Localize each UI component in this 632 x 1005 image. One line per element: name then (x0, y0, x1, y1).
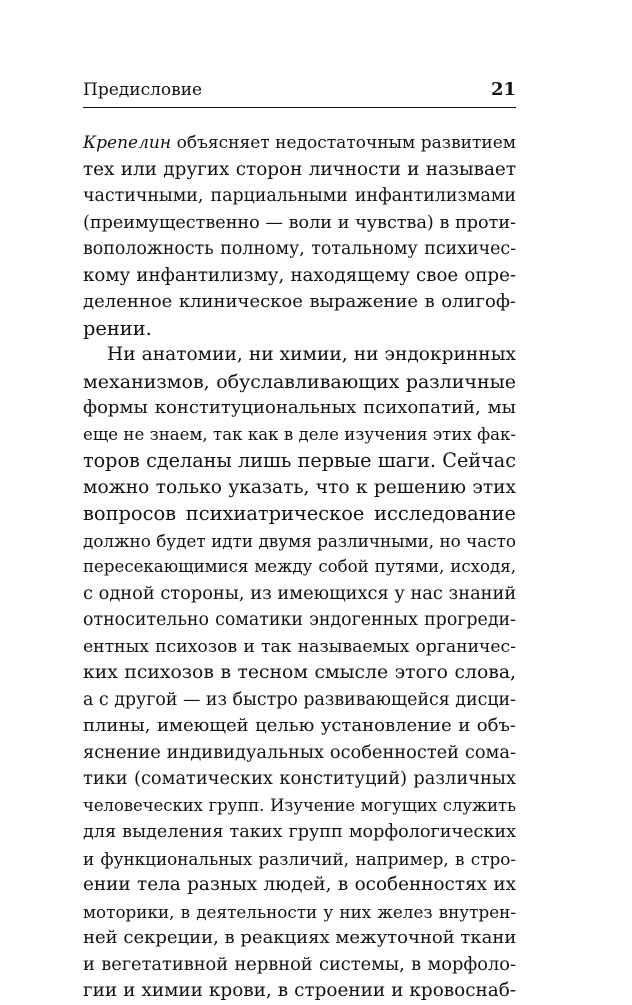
body-text (83, 130, 516, 1005)
text-line: частичными, парциальными инфантилизмами (83, 186, 516, 206)
text-line: яснение индивидуальных особенностей сома- (83, 741, 516, 763)
text-line: а с другой — из быстро развивающейся дисци- (83, 689, 516, 710)
page-number: 21 (490, 79, 516, 100)
text-line: ентных психозов и так называемых органичес- (83, 636, 516, 657)
text-line: относительно соматики эндогенных прогреди- (83, 610, 516, 630)
text-line: и функциональных различий, например, в стро- (83, 848, 516, 869)
text-line: тики (соматических конституций) различных (83, 768, 516, 789)
text-line: человеческих групп. Изучение могущих служить (83, 795, 516, 815)
text-line: воположность полному, тотальному психичес- (83, 239, 516, 259)
running-header (83, 80, 516, 108)
text-line: кому инфантилизму, находящему свое опре- (83, 264, 516, 286)
text-line-rest: объясняет недостаточным развитием (171, 133, 516, 153)
text-line: тех или других сторон личности и называет (83, 158, 516, 180)
text-line: ких психозов в тесном смысле этого слова, (83, 662, 516, 683)
text-line: с одной стороны, из имеющихся у нас знаний (83, 582, 517, 604)
text-line: ней секреции, в реакциях межуточной ткани (83, 927, 517, 948)
text-line: еще не знаем, так как в деле изучения этих фак- (83, 424, 516, 444)
text-line (83, 130, 516, 157)
text-line: (преимущественно — воли и чувства) в проти- (83, 212, 516, 233)
section-title: Предисловие (83, 80, 203, 100)
text-line: рении. (83, 316, 152, 340)
author-name: Крепелин (83, 133, 172, 153)
text-line: гии и химии крови, в строении и кровоснаб- (83, 980, 516, 1001)
text-line: вопросов психиатрическое исследование (83, 502, 516, 525)
text-line: формы конституциональных психопатий, мы (83, 397, 516, 418)
paragraph-2 (83, 342, 516, 1005)
text-line: плины, имеющей целью установление и объ- (83, 715, 516, 736)
text-line: и вегетативной нервной системы, в морфоло- (83, 953, 516, 975)
text-line: торов сделаны лишь первые шаги. Сейчас (83, 449, 516, 472)
book-page (83, 80, 516, 1005)
text-line: должно будет идти двумя различными, но часто (83, 530, 516, 551)
text-line: деленное клиническое выражение в олигоф- (83, 291, 516, 312)
text-line: Ни анатомии, ни химии, ни эндокринных (107, 344, 516, 365)
text-line: можно только указать, что к решению этих (83, 476, 516, 498)
text-line: механизмов, обуславливающих различные (83, 370, 516, 393)
paragraph-1 (83, 130, 516, 342)
text-line: пересекающимися между собой путями, исходя, (83, 557, 516, 576)
text-line: для выделения таких групп морфологических (83, 822, 516, 842)
text-line: моторики, в деятельности у них желез внутрен- (83, 901, 516, 922)
text-line: ении тела разных людей, в особенностях их (83, 874, 516, 895)
